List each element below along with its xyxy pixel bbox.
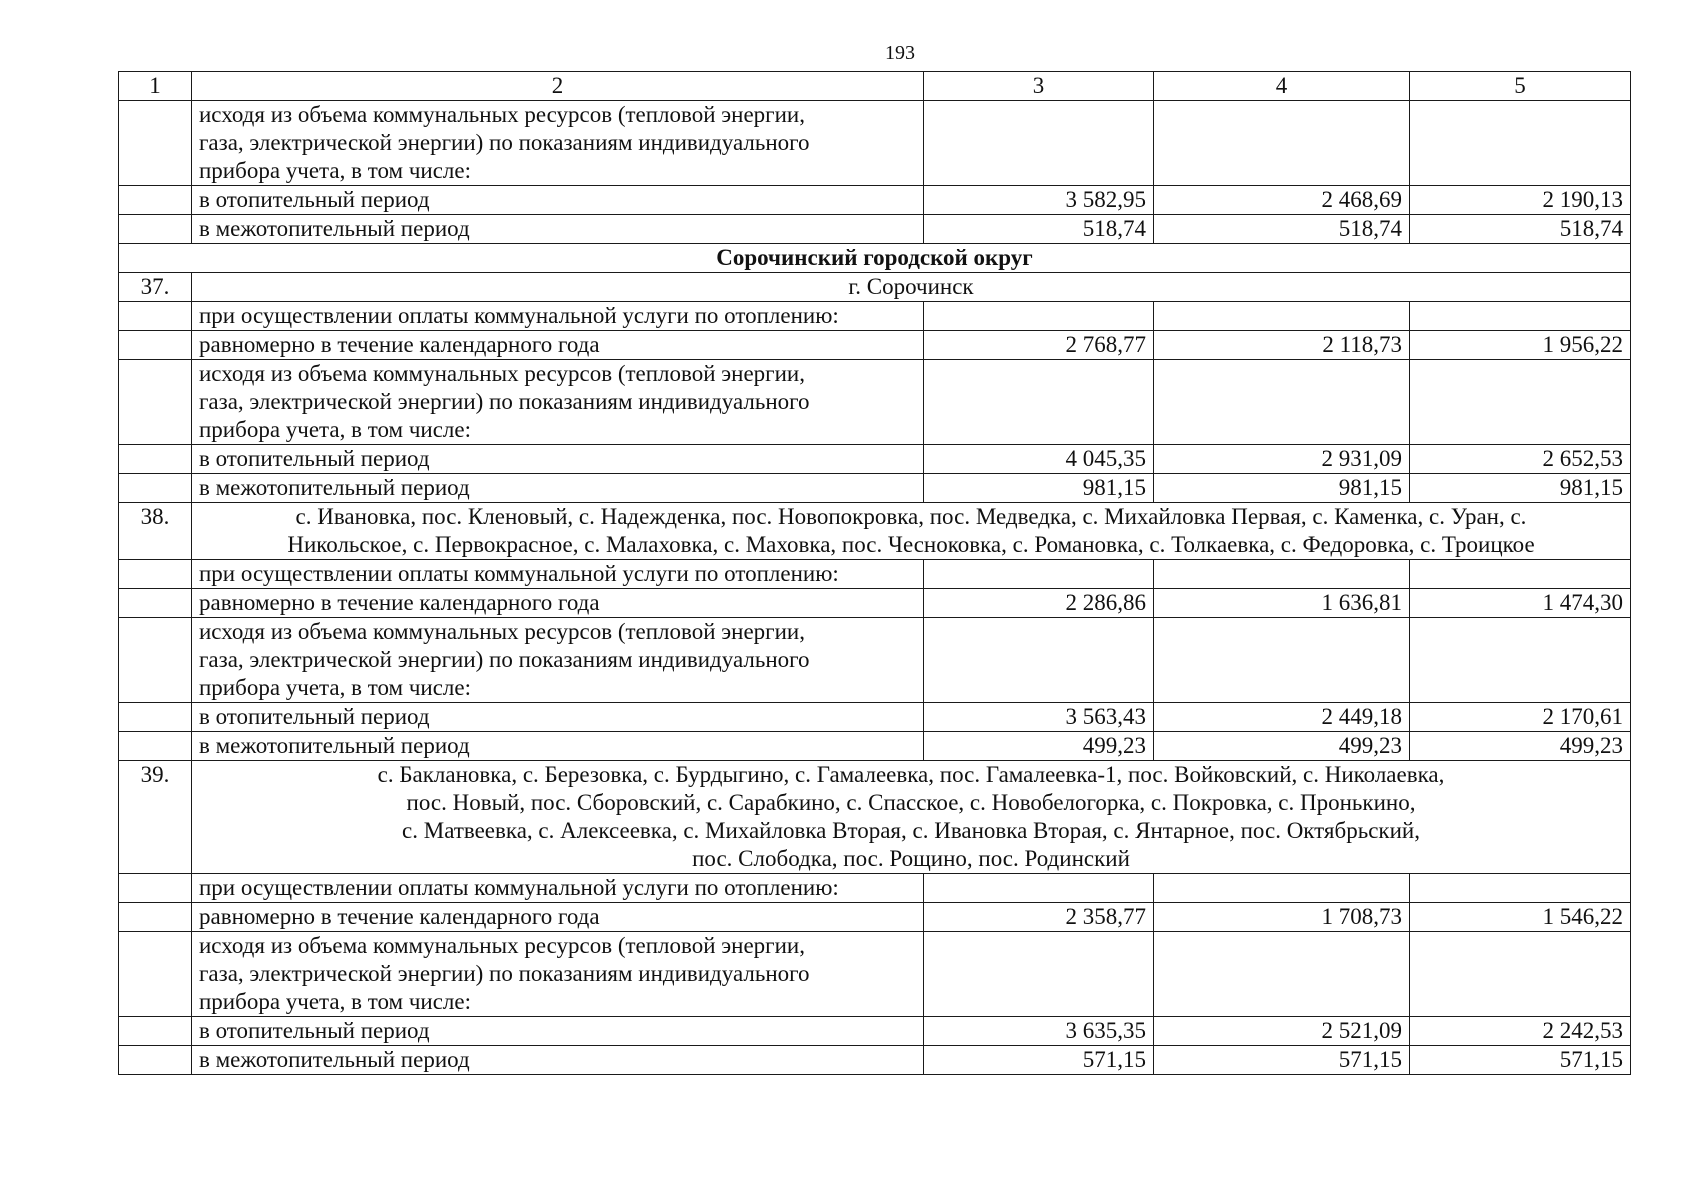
empty-index-cell — [119, 932, 192, 1017]
metered-description-row — [119, 932, 1631, 1017]
empty-index-cell — [119, 474, 192, 503]
empty-index-cell — [119, 445, 192, 474]
description-line: исходя из объема коммунальных ресурсов (тепловой энергии, — [199, 619, 805, 644]
empty-value-cell — [924, 874, 1154, 903]
value-cell: 2 931,09 — [1154, 445, 1410, 474]
empty-index-cell — [119, 703, 192, 732]
value-cell: 2 286,86 — [924, 589, 1154, 618]
empty-value-cell — [1154, 560, 1410, 589]
uniform-payment-label: равномерно в течение календарного года — [192, 903, 924, 932]
value-cell: 981,15 — [924, 474, 1154, 503]
value-cell: 518,74 — [1154, 215, 1410, 244]
value-cell: 1 956,22 — [1410, 331, 1631, 360]
table-row-top-description — [119, 101, 1631, 186]
nonheating-period-row — [119, 474, 1631, 503]
nonheating-period-row — [119, 732, 1631, 761]
place-names-line: с. Ивановка, пос. Кленовый, с. Надежденка, пос. Новопокровка, пос. Медведка, с. Михайловка Первая, с. Каменка, с. Уран, с. — [295, 504, 1527, 529]
place-names-line: с. Баклановка, с. Березовка, с. Бурдыгино, с. Гамалеевка, пос. Гамалеевка-1, пос. Войковский, с. Николаевка, — [377, 762, 1445, 787]
value-cell: 518,74 — [1410, 215, 1631, 244]
value-cell: 2 468,69 — [1154, 186, 1410, 215]
empty-index-cell — [119, 186, 192, 215]
empty-value-cell — [1410, 360, 1631, 445]
value-cell: 3 563,43 — [924, 703, 1154, 732]
empty-index-cell — [119, 1046, 192, 1075]
metered-description-cell — [192, 360, 924, 445]
empty-value-cell — [924, 360, 1154, 445]
value-cell: 1 474,30 — [1410, 589, 1631, 618]
header-cell-4: 4 — [1154, 72, 1410, 101]
description-line: исходя из объема коммунальных ресурсов (тепловой энергии, — [199, 933, 805, 958]
district-title: Сорочинский городской округ — [119, 244, 1631, 273]
value-cell: 1 636,81 — [1154, 589, 1410, 618]
heating-label: в отопительный период — [192, 1017, 924, 1046]
description-line: исходя из объема коммунальных ресурсов (тепловой энергии, — [199, 361, 805, 386]
empty-value-cell — [1410, 302, 1631, 331]
empty-index-cell — [119, 302, 192, 331]
empty-value-cell — [1410, 932, 1631, 1017]
empty-index-cell — [119, 589, 192, 618]
nonheating-period-row — [119, 1046, 1631, 1075]
empty-value-cell — [924, 302, 1154, 331]
table-row-top-heating — [119, 186, 1631, 215]
metered-description-cell — [192, 101, 924, 186]
section-index: 39. — [119, 761, 192, 874]
place-names-line: г. Сорочинск — [848, 274, 974, 299]
page-number: 193 — [885, 42, 915, 64]
empty-index-cell — [119, 618, 192, 703]
description-line: прибора учета, в том числе: — [199, 417, 471, 442]
value-cell: 2 118,73 — [1154, 331, 1410, 360]
empty-value-cell — [1410, 101, 1631, 186]
empty-value-cell — [924, 101, 1154, 186]
heating-label: в отопительный период — [192, 186, 924, 215]
value-cell: 2 652,53 — [1410, 445, 1631, 474]
uniform-payment-row — [119, 903, 1631, 932]
section-place-names — [192, 503, 1631, 560]
header-cell-3: 3 — [924, 72, 1154, 101]
value-cell: 2 242,53 — [1410, 1017, 1631, 1046]
value-cell: 2 768,77 — [924, 331, 1154, 360]
empty-value-cell — [924, 618, 1154, 703]
header-row — [119, 72, 1631, 101]
empty-value-cell — [1154, 874, 1410, 903]
empty-index-cell — [119, 1017, 192, 1046]
header-cell-5: 5 — [1410, 72, 1631, 101]
value-cell: 4 045,35 — [924, 445, 1154, 474]
value-cell: 571,15 — [924, 1046, 1154, 1075]
empty-value-cell — [1154, 932, 1410, 1017]
empty-value-cell — [1154, 360, 1410, 445]
tariff-table — [118, 71, 1631, 1075]
section-place-names — [192, 761, 1631, 874]
empty-index-cell — [119, 101, 192, 186]
payment-mode-label: при осуществлении оплаты коммунальной услуги по отоплению: — [192, 874, 924, 903]
uniform-payment-row — [119, 589, 1631, 618]
description-line: газа, электрической энергии) по показаниям индивидуального — [199, 647, 810, 672]
table-row-top-nonheating — [119, 215, 1631, 244]
empty-index-cell — [119, 360, 192, 445]
nonheating-label: в межотопительный период — [192, 732, 924, 761]
description-line: газа, электрической энергии) по показаниям индивидуального — [199, 961, 810, 986]
empty-index-cell — [119, 903, 192, 932]
payment-mode-label: при осуществлении оплаты коммунальной услуги по отоплению: — [192, 560, 924, 589]
value-cell: 499,23 — [924, 732, 1154, 761]
description-line: газа, электрической энергии) по показаниям индивидуального — [199, 130, 810, 155]
description-line: прибора учета, в том числе: — [199, 989, 471, 1014]
empty-index-cell — [119, 215, 192, 244]
section-place-row — [119, 273, 1631, 302]
value-cell: 518,74 — [924, 215, 1154, 244]
empty-value-cell — [1154, 302, 1410, 331]
value-cell: 2 190,13 — [1410, 186, 1631, 215]
value-cell: 499,23 — [1154, 732, 1410, 761]
metered-description-row — [119, 360, 1631, 445]
nonheating-label: в межотопительный период — [192, 215, 924, 244]
place-names-line: пос. Новый, пос. Сборовский, с. Сарабкино, с. Спасское, с. Новобелогорка, с. Покровка, с. Пронькино, — [406, 790, 1416, 815]
value-cell: 571,15 — [1410, 1046, 1631, 1075]
description-line: исходя из объема коммунальных ресурсов (тепловой энергии, — [199, 102, 805, 127]
uniform-payment-label: равномерно в течение календарного года — [192, 331, 924, 360]
empty-value-cell — [924, 932, 1154, 1017]
section-index: 38. — [119, 503, 192, 560]
empty-index-cell — [119, 560, 192, 589]
empty-value-cell — [1154, 101, 1410, 186]
description-line: прибора учета, в том числе: — [199, 675, 471, 700]
heating-period-row — [119, 1017, 1631, 1046]
header-cell-2: 2 — [192, 72, 924, 101]
description-line: газа, электрической энергии) по показаниям индивидуального — [199, 389, 810, 414]
metered-description-cell — [192, 932, 924, 1017]
empty-index-cell — [119, 732, 192, 761]
value-cell: 1 708,73 — [1154, 903, 1410, 932]
nonheating-label: в межотопительный период — [192, 1046, 924, 1075]
metered-description-cell — [192, 618, 924, 703]
value-cell: 3 635,35 — [924, 1017, 1154, 1046]
heating-period-row — [119, 445, 1631, 474]
payment-mode-row — [119, 302, 1631, 331]
metered-description-row — [119, 618, 1631, 703]
description-line: прибора учета, в том числе: — [199, 158, 471, 183]
nonheating-label: в межотопительный период — [192, 474, 924, 503]
value-cell: 3 582,95 — [924, 186, 1154, 215]
payment-mode-row — [119, 560, 1631, 589]
empty-value-cell — [924, 560, 1154, 589]
heating-label: в отопительный период — [192, 445, 924, 474]
value-cell: 2 170,61 — [1410, 703, 1631, 732]
empty-value-cell — [1410, 560, 1631, 589]
district-title-row — [119, 244, 1631, 273]
empty-value-cell — [1154, 618, 1410, 703]
empty-index-cell — [119, 874, 192, 903]
payment-mode-row — [119, 874, 1631, 903]
empty-value-cell — [1410, 874, 1631, 903]
value-cell: 981,15 — [1154, 474, 1410, 503]
empty-value-cell — [1410, 618, 1631, 703]
value-cell: 2 358,77 — [924, 903, 1154, 932]
value-cell: 2 521,09 — [1154, 1017, 1410, 1046]
value-cell: 1 546,22 — [1410, 903, 1631, 932]
section-place-names — [192, 273, 1631, 302]
section-place-row — [119, 503, 1631, 560]
payment-mode-label: при осуществлении оплаты коммунальной услуги по отоплению: — [192, 302, 924, 331]
place-names-line: с. Матвеевка, с. Алексеевка, с. Михайловка Вторая, с. Ивановка Вторая, с. Янтарное, пос. Октябрьский, — [402, 818, 1420, 843]
empty-index-cell — [119, 331, 192, 360]
section-index: 37. — [119, 273, 192, 302]
header-cell-1: 1 — [119, 72, 192, 101]
value-cell: 499,23 — [1410, 732, 1631, 761]
value-cell: 571,15 — [1154, 1046, 1410, 1075]
uniform-payment-label: равномерно в течение календарного года — [192, 589, 924, 618]
value-cell: 2 449,18 — [1154, 703, 1410, 732]
heating-period-row — [119, 703, 1631, 732]
section-place-row — [119, 761, 1631, 874]
place-names-line: пос. Слободка, пос. Рощино, пос. Родинский — [692, 846, 1130, 871]
uniform-payment-row — [119, 331, 1631, 360]
heating-label: в отопительный период — [192, 703, 924, 732]
value-cell: 981,15 — [1410, 474, 1631, 503]
place-names-line: Никольское, с. Первокрасное, с. Малаховка, с. Маховка, пос. Чесноковка, с. Романовка, с. Толкаевка, с. Федоровка, с. Троицкое — [287, 532, 1535, 557]
